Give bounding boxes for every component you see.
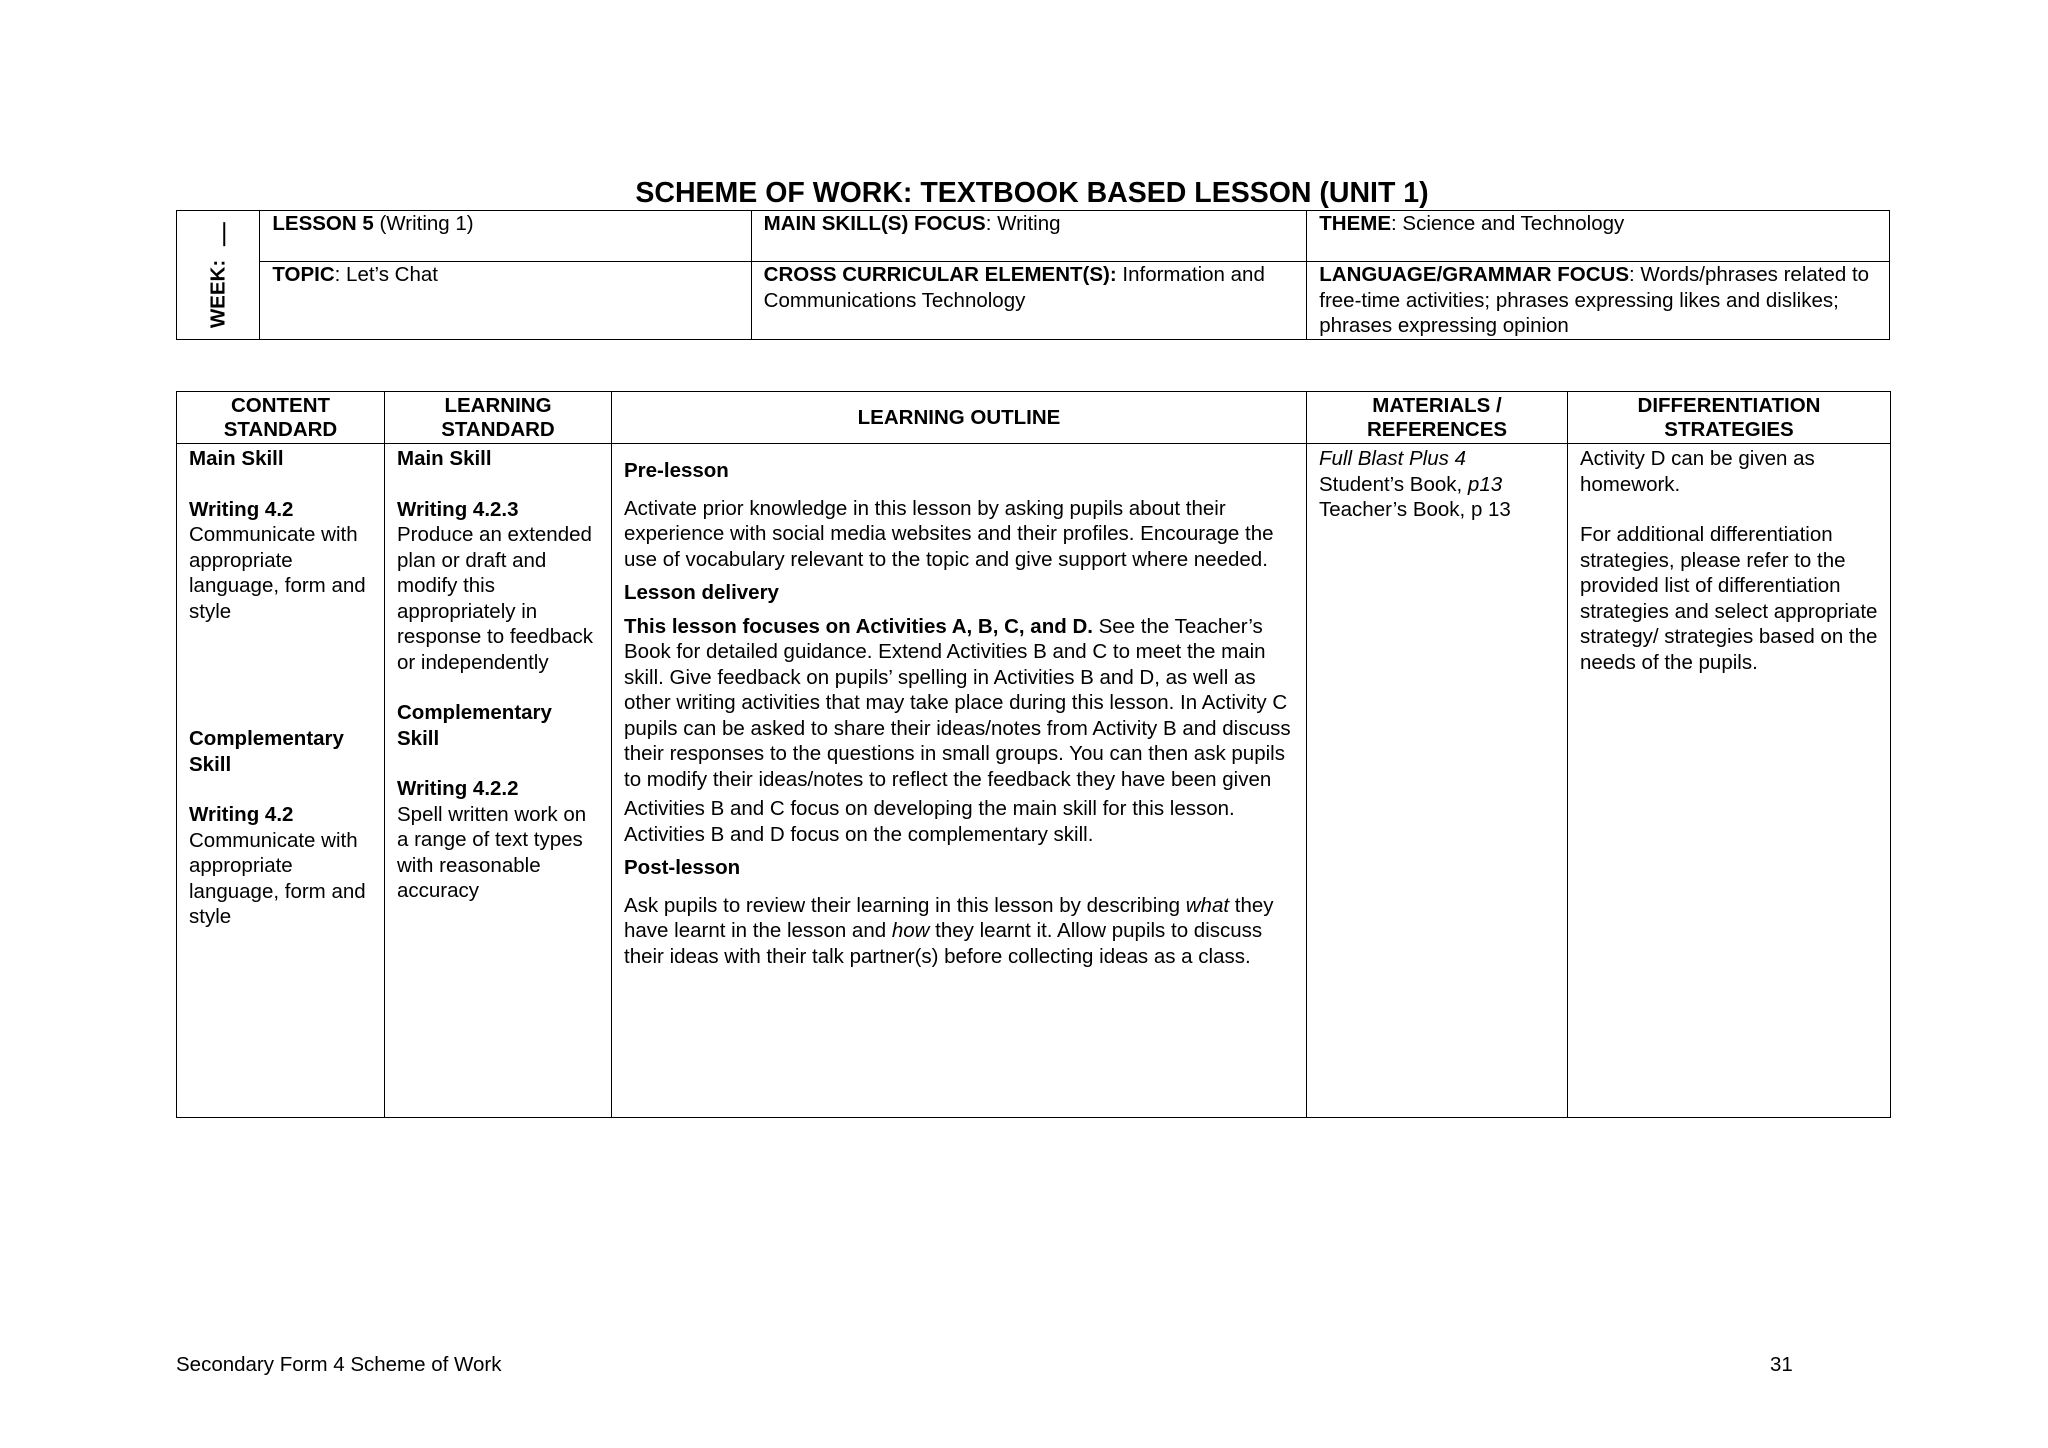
cross-curricular-label: CROSS CURRICULAR ELEMENT(S): bbox=[763, 263, 1117, 286]
week-cell bbox=[177, 211, 260, 340]
differentiation-para-2: For additional differentiation strategies, please refer to the provided list of differentiation strategies and select appropriate strategy/ strategies based on the needs of the pupils. bbox=[1580, 523, 1878, 674]
lesson-label: LESSON 5 bbox=[272, 212, 374, 235]
week-label: WEEK: bbox=[206, 259, 230, 328]
language-grammar-value: : Words/phrases related to free-time activities; phrases expressing likes and dislikes; phrases expressing opinion bbox=[1319, 263, 1870, 337]
theme-value: : Science and Technology bbox=[1391, 212, 1625, 235]
cross-curricular-cell bbox=[751, 262, 1307, 340]
post-lesson-heading: Post-lesson bbox=[624, 856, 741, 879]
lesson-delivery-text bbox=[624, 614, 1294, 793]
col-header-learning-outline: LEARNING OUTLINE bbox=[612, 392, 1307, 444]
col-header-materials: MATERIALS / REFERENCES bbox=[1307, 392, 1568, 444]
differentiation-cell bbox=[1568, 444, 1891, 1118]
footer-page-number: 31 bbox=[1770, 1353, 1793, 1376]
materials-students-book-page: p13 bbox=[1467, 472, 1503, 496]
topic-cell bbox=[260, 262, 751, 340]
lesson-header-table bbox=[176, 210, 1890, 340]
post-lesson-emphasis-what: what bbox=[1185, 893, 1230, 917]
document-title: SCHEME OF WORK: TEXTBOOK BASED LESSON (UNIT 1) bbox=[635, 177, 1429, 209]
learning-outline-cell bbox=[612, 444, 1307, 1118]
cs-main-description: Communicate with appropriate language, form and style bbox=[189, 523, 366, 623]
language-grammar-label: LANGUAGE/GRAMMAR FOCUS bbox=[1319, 263, 1630, 286]
cs-main-skill-heading: Main Skill bbox=[189, 447, 284, 470]
main-skill-focus-cell bbox=[751, 211, 1307, 262]
post-lesson-text-3: they learnt it. Allow pupils to discuss their ideas with their talk partner(s) before collecting ideas as a class. bbox=[624, 919, 1263, 968]
post-lesson-emphasis-how: how bbox=[891, 919, 930, 942]
lesson-cell bbox=[260, 211, 751, 262]
learning-standard-cell bbox=[385, 444, 612, 1118]
cs-main-code: Writing 4.2 bbox=[189, 497, 294, 521]
materials-students-book-label: Student’s Book, bbox=[1319, 472, 1468, 496]
content-standard-cell bbox=[177, 444, 385, 1118]
materials-teachers-book: Teacher’s Book, p 13 bbox=[1319, 498, 1511, 521]
main-skill-focus-label: MAIN SKILL(S) FOCUS bbox=[763, 212, 986, 235]
topic-value: : Let’s Chat bbox=[334, 263, 438, 286]
main-skill-focus-value: : Writing bbox=[985, 212, 1061, 235]
lesson-delivery-heading: Lesson delivery bbox=[624, 581, 779, 604]
lesson-delivery-body: See the Teacher’s Book for detailed guidance. Extend Activities B and C to meet the main skill. Give feedback on pupils’ spelling in Activities B and D, as well as other writing activities that may take place during this lesson. In Activity C pupils can be asked to share their ideas/notes from Activity B and discuss their responses to the questions in small groups. You can then ask pupils to modify their ideas/notes to reflect the feedback they have been given bbox=[624, 614, 1291, 791]
cs-complementary-code: Writing 4.2 bbox=[189, 803, 294, 826]
theme-label: THEME bbox=[1319, 212, 1391, 235]
cs-complementary-description: Communicate with appropriate language, form and style bbox=[189, 828, 366, 928]
ls-main-description: Produce an extended plan or draft and modify this appropriately in response to feedback or independently bbox=[397, 523, 594, 674]
post-lesson-text bbox=[624, 893, 1294, 970]
pre-lesson-heading: Pre-lesson bbox=[624, 459, 729, 482]
materials-title: Full Blast Plus 4 bbox=[1319, 447, 1466, 470]
lesson-value: (Writing 1) bbox=[373, 212, 474, 235]
lesson-plan-table bbox=[176, 391, 1891, 1118]
pre-lesson-text: Activate prior knowledge in this lesson by asking pupils about their experience with social media websites and their profiles. Encourage the use of vocabulary relevant to the topic and give support where needed. bbox=[624, 496, 1274, 571]
topic-label: TOPIC bbox=[272, 263, 335, 286]
week-blank-line bbox=[211, 222, 226, 246]
ls-complementary-heading: Complementary Skill bbox=[397, 701, 552, 750]
materials-cell bbox=[1307, 444, 1568, 1118]
lesson-delivery-focus: This lesson focuses on Activities A, B, C, and D. bbox=[624, 614, 1093, 638]
ls-main-skill-heading: Main Skill bbox=[397, 447, 492, 470]
post-lesson-text-1: Ask pupils to review their learning in this lesson by describing bbox=[624, 893, 1186, 917]
col-header-differentiation: DIFFERENTIATION STRATEGIES bbox=[1568, 392, 1891, 444]
ls-complementary-description: Spell written work on a range of text types with reasonable accuracy bbox=[397, 802, 587, 902]
footer-document-name: Secondary Form 4 Scheme of Work bbox=[176, 1353, 502, 1376]
cs-complementary-heading: Complementary Skill bbox=[189, 727, 344, 776]
col-header-content-standard: CONTENT STANDARD bbox=[177, 392, 385, 444]
ls-main-code: Writing 4.2.3 bbox=[397, 497, 519, 521]
differentiation-para-1: Activity D can be given as homework. bbox=[1580, 447, 1815, 496]
cross-curricular-value: Information and Communications Technology bbox=[763, 263, 1265, 312]
lesson-delivery-text-2: Activities B and C focus on developing the main skill for this lesson. Activities B and D focus on the complementary skill. bbox=[624, 797, 1235, 846]
materials-students-book bbox=[1319, 472, 1555, 498]
language-grammar-cell bbox=[1307, 262, 1890, 340]
post-lesson-text-2: they have learnt in the lesson and bbox=[624, 893, 1274, 942]
ls-complementary-code: Writing 4.2.2 bbox=[397, 777, 519, 800]
col-header-learning-standard: LEARNING STANDARD bbox=[385, 392, 612, 444]
theme-cell bbox=[1307, 211, 1890, 262]
